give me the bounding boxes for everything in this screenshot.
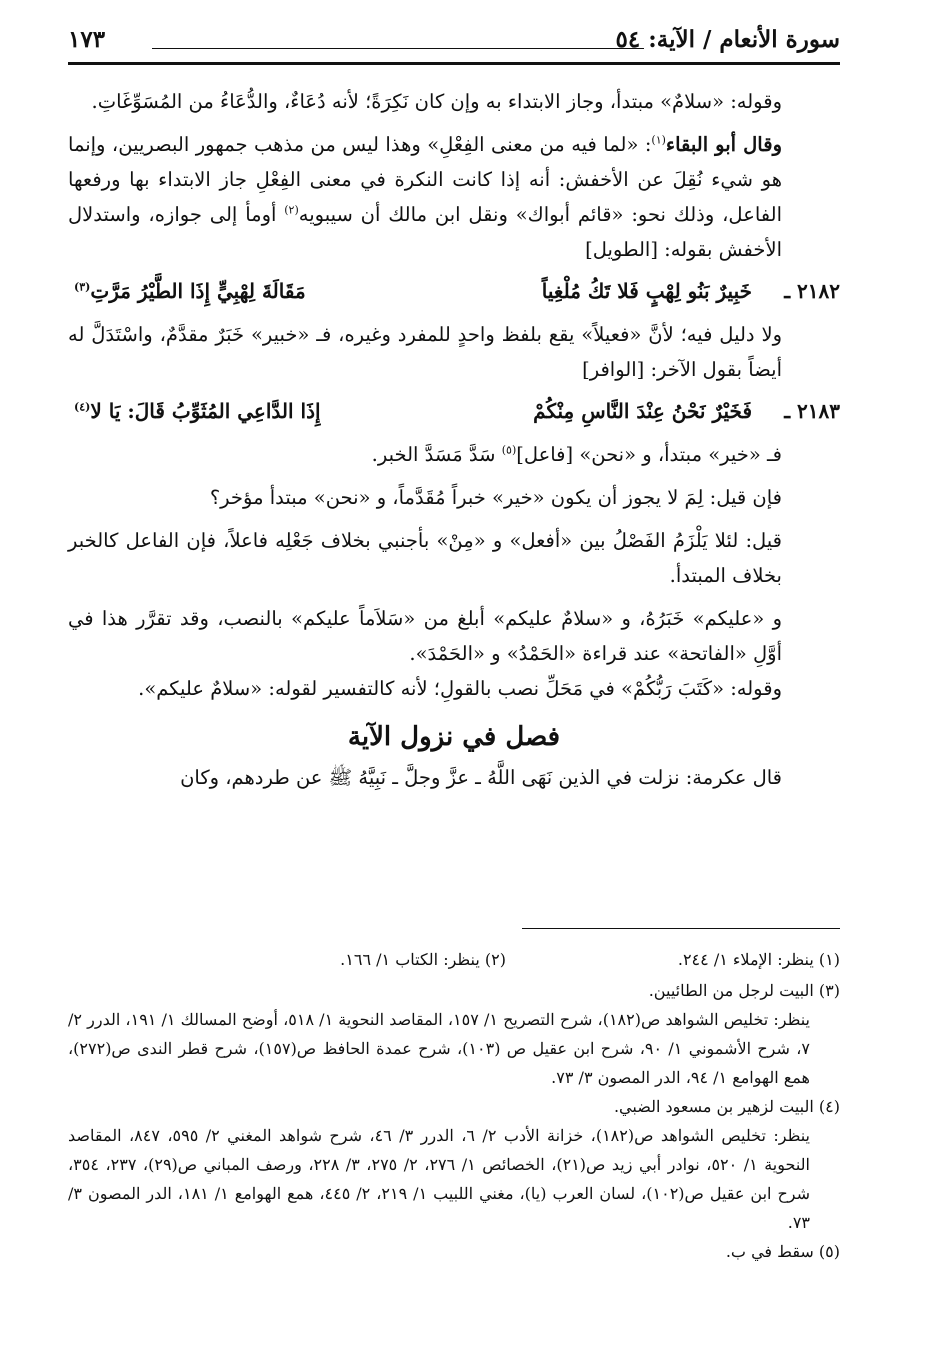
paragraph: ولا دليل فيه؛ لأنَّ «فعيلاً» يقع بلفظ واحدٍ للمفرد وغيره، فـ «خبير» خَبَرٌ مقدَّمٌ، واسْتَدَلَّ له أيضاً بقول الآخر: [الوافر] — [68, 323, 782, 381]
footnote-5: (٥) سقط في ب. — [725, 1242, 840, 1261]
header-rule — [152, 48, 644, 49]
footnote-3-references: ينظر: تخليص الشواهد ص(١٨٢)، شرح التصريح ١/ ١٥٧، المقاصد النحوية ١/ ٥١٨، أوضح المسالك ١/ ١٩١، الدرر ٢/ ٧، شرح الأشموني ١/ ٩٠، شرح ابن عقيل ص (١٠٣)، شرح عمدة الحافظ ص(١٥٧)، شرح قطر الندى ص(٢٧٢)، همع الهوامع ١/ ٩٤، الدر المصون ٣/ ٧٣. — [68, 1010, 811, 1087]
footnote-separator — [522, 928, 840, 929]
verse-text: إِذَا الدَّاعِي المُثَوِّبُ قَالَ: يَا لا — [90, 399, 321, 423]
paragraph: وقوله: «كَتَبَ رَبُّكُمْ» في مَحَلِّ نصب بالقولِ؛ لأنه كالتفسير لقوله: «سلامٌ عليكم». — [138, 677, 782, 700]
footnote-4-references: ينظر: تخليص الشواهد ص(١٨٢)، خزانة الأدب ٢/ ٦، الدرر ٣/ ٤٦، شرح شواهد المغني ٢/ ٥٩٥، ٨٤٧، المقاصد النحوية ١/ ٥٢٠، نوادر أبي زيد ص(٢١)، الخصائص ١/ ٢٧٦، ٢/ ٢٧٥، ٣/ ٢٢٨، ورصف المباني ص(٢٩)، ٢٣٧، ٣٥٤، شرح ابن عقيل ص(١٠٢)، لسان العرب (يا)، مغني اللبيب ١/ ٢١٩، ٢/ ٤٤٥، همع الهوامع ١/ ١٨١، الدر المصون ٣/ ٧٣. — [68, 1126, 811, 1232]
verse-second-hemistich — [74, 279, 306, 303]
paragraph-text: فـ «خير» مبتدأ، و «نحن» [فاعل] — [516, 443, 782, 466]
paragraph-text: سَدَّ مَسَدَّ الخبر. — [371, 443, 502, 466]
verse-text: مَقَالَةَ لِهْبِيٍّ إِذَا الطَّيْرُ مَرَّتِ — [90, 279, 306, 303]
footnote-row — [68, 944, 840, 976]
verse-second-hemistich — [74, 399, 321, 423]
paragraph: قال عكرمة: نزلت في الذين نَهَى اللَّهُ ـ عزَّ وجلَّ ـ نَبِيَّهُ ﷺ عن طردهم، وكان — [180, 766, 782, 789]
page-number: ١٧٣ — [68, 26, 106, 53]
running-title: سورة الأنعام / الآية: ٥٤ — [615, 26, 840, 53]
poem-verse — [68, 273, 840, 317]
verse-number: ٢١٨٣ ـ — [784, 399, 840, 423]
paragraph: وقوله: «سلامٌ» مبتدأ، وجاز الابتداء به وإن كان نَكِرَةً؛ لأنه دُعَاءٌ، والدُّعَاءُ من المُسَوِّغَاتِ. — [91, 90, 782, 113]
footnote-marker: (٤) — [74, 400, 91, 414]
section-heading: فصل في نزول الآية — [347, 722, 561, 752]
verse-first-hemistich: فَخَيْرٌ نَحْنُ عِنْدَ النَّاسِ مِنْكُمْ — [533, 399, 752, 423]
footnote-marker: (١) — [651, 133, 666, 147]
scholar-name: وقال أبو البقاء — [665, 133, 782, 156]
footnote-marker: (٢) — [284, 203, 299, 217]
paragraph: قيل: لئلا يَلْزَمُ الفَصْلُ بين «أفعل» و «مِنْ» بأجنبي بخلاف جَعْلِه فاعلاً، فإن الفاعل كالخبر بخلاف المبتدأ. — [68, 529, 782, 587]
footnote-4: (٤) البيت لزهير بن مسعود الضبي. — [613, 1097, 840, 1116]
footnote-marker: (٣) — [74, 280, 91, 294]
footnote-2: (٢) ينظر: الكتاب ١/ ١٦٦. — [340, 950, 506, 969]
verse-first-hemistich: خَبِيرٌ بَنُو لِهْبٍ فَلا تَكُ مُلْغِياً — [541, 279, 752, 303]
footnote-marker: (٥) — [501, 443, 517, 457]
footnotes — [68, 944, 840, 1266]
footnote-3: (٣) البيت لرجل من الطائيين. — [648, 981, 840, 1000]
main-text — [68, 84, 840, 795]
paragraph-text: : «لما فيه من معنى الفِعْلِ» وهذا ليس من مذهب جمهور البصريين، وإنما هو شيء نُقِلَ عن الأخفش: أنه إذا كانت النكرة في معنى الفِعْلِ جاز الابتداء بها ورفعها الفاعل، وذلك نحو: «قائم أبواك» ونقل ابن مالك أن سيبويه — [68, 133, 782, 226]
footnote-1: (١) ينظر: الإملاء ١/ ٢٤٤. — [677, 950, 840, 969]
paragraph: فإن قيل: لِمَ لا يجوز أن يكون «خير» خبراً مُقَدَّماً، و «نحن» مبتدأ مؤخر؟ — [209, 486, 782, 509]
paragraph — [68, 127, 840, 267]
page-header — [68, 22, 840, 65]
paragraph-text: أومأ إلى جوازه، واستدلال الأخفش بقوله: [الطويل] — [68, 203, 782, 261]
book-page — [68, 22, 840, 1352]
poem-verse — [68, 393, 840, 437]
paragraph: و «عليكم» خَبَرُهُ، و «سلامٌ عليكم» أبلغ من «سَلاَماً عليكم» بالنصب، وقد تقرَّر هذا في أوَّلِ «الفاتحة» عند قراءة «الحَمْدُ» و «الحَمْدَ». — [68, 607, 782, 665]
verse-number: ٢١٨٢ ـ — [784, 279, 840, 303]
paragraph — [68, 437, 840, 472]
